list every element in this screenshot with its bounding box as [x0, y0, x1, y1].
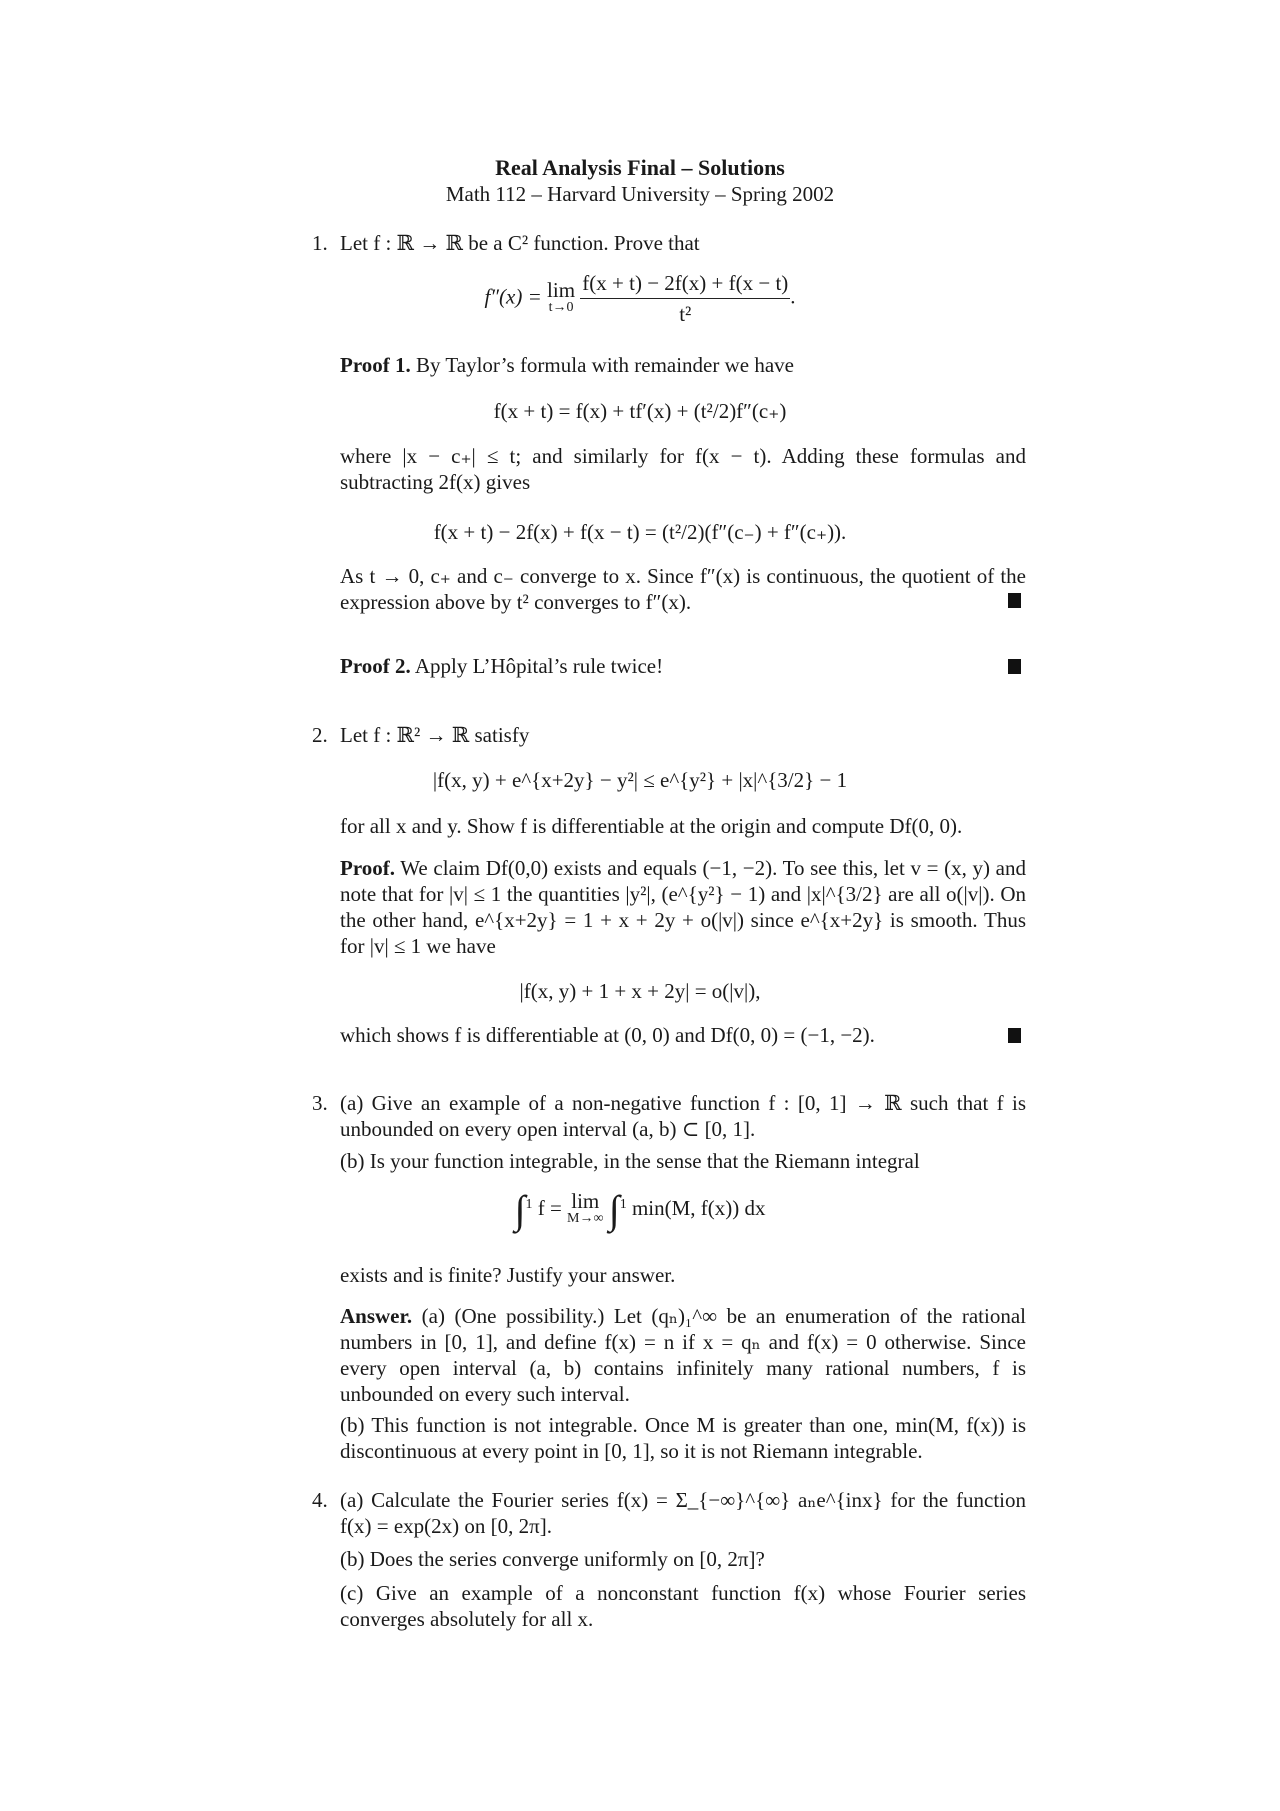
lim-text: lim: [571, 1189, 600, 1213]
eq-lhs: f″(x) =: [484, 284, 548, 309]
problem-2-inequality: |f(x, y) + e^{x+2y} − y²| ≤ e^{y²} + |x|^{3/2} − 1: [432, 768, 848, 792]
proof-1-intro: [340, 352, 1026, 378]
problem-4-number: 4.: [312, 1488, 328, 1512]
eq-tail: .: [790, 284, 796, 309]
limit-operator: [547, 277, 576, 317]
proof-2-text: Apply L’Hôpital’s rule twice!: [414, 654, 664, 678]
upper-limit: 1: [619, 1197, 627, 1212]
problem-1-number: 1.: [312, 231, 328, 255]
answer-label: Answer.: [340, 1304, 413, 1328]
proof-2: [340, 653, 1026, 679]
proof-1-taylor-equation: f(x + t) = f(x) + tf′(x) + (t²/2)f″(c₊): [493, 399, 787, 423]
answer-a-text: (a) (One possibility.) Let (qₙ)₁^∞ be an enumeration of the rational numbers in [0, 1], and define f(x) = n if x = qₙ and f(x) = 0 otherwise. Since every open interval (a, b) contains infinitely many rational numbers, f is unbounded on every such interval.: [340, 1304, 1026, 1406]
limit-operator: [567, 1189, 604, 1228]
integral-sign-icon: ∫: [608, 1187, 620, 1232]
integral-sign-icon: ∫: [514, 1187, 526, 1232]
problem-1-statement: Let f : ℝ → ℝ be a C² function. Prove that: [340, 231, 700, 255]
problem-2-proof-equation: |f(x, y) + 1 + x + 2y| = o(|v|),: [519, 979, 761, 1003]
problem-2-number: 2.: [312, 723, 328, 747]
denominator: t²: [679, 302, 692, 326]
problem-3-integral-equation: [0, 1187, 1280, 1232]
problem-1-display-equation: [0, 270, 1280, 327]
lim-sub: M→∞: [567, 1211, 604, 1226]
problem-3-answer-a: [340, 1303, 1026, 1407]
lim-sub: t→0: [548, 299, 574, 315]
problem-2-proof: [340, 855, 1026, 959]
problem-2-proof-conclusion: which shows f is differentiable at (0, 0) and Df(0, 0) = (−1, −2).: [340, 1023, 875, 1047]
proof-1-label: Proof 1.: [340, 353, 411, 377]
problem-4-part-a: (a) Calculate the Fourier series f(x) = Σ_{−∞}^{∞} aₙe^{inx} for the function f(x) = exp(2x) on [0, 2π].: [340, 1488, 1026, 1538]
qed-box-icon: [1008, 659, 1021, 674]
eq-lhs: f =: [537, 1195, 562, 1220]
problem-3-part-b: (b) Is your function integrable, in the sense that the Riemann integral: [340, 1149, 920, 1173]
problem-3-question-end: exists and is finite? Justify your answer.: [340, 1263, 676, 1287]
document-subtitle: Math 112 – Harvard University – Spring 2002: [445, 182, 835, 206]
proof-1-conclusion: As t → 0, c₊ and c₋ converge to x. Since f″(x) is continuous, the quotient of the expression above by t² converges to f″(x).: [340, 564, 1026, 614]
numerator: f(x + t) − 2f(x) + f(x − t): [580, 270, 790, 299]
lim-text: lim: [547, 277, 576, 302]
fraction: [580, 270, 790, 327]
problem-3-number: 3.: [312, 1091, 328, 1115]
proof-1-sum-equation: f(x + t) − 2f(x) + f(x − t) = (t²/2)(f″(c₋) + f″(c₊)).: [433, 520, 847, 544]
upper-limit: 1: [525, 1197, 533, 1212]
proof-label: Proof.: [340, 856, 396, 880]
problem-2-statement: Let f : ℝ² → ℝ satisfy: [340, 723, 530, 747]
problem-4-part-c: (c) Give an example of a nonconstant function f(x) whose Fourier series converges absolutely for all x.: [340, 1581, 1026, 1631]
proof-1-text: By Taylor’s formula with remainder we have: [416, 353, 794, 377]
document-title: Real Analysis Final – Solutions: [495, 155, 785, 180]
proof-1-paragraph-2: where |x − c₊| ≤ t; and similarly for f(x − t). Adding these formulas and subtracting 2f(x) gives: [340, 444, 1026, 494]
problem-2-task: for all x and y. Show f is differentiable at the origin and compute Df(0, 0).: [340, 814, 963, 838]
eq-rhs: min(M, f(x)) dx: [631, 1195, 766, 1220]
problem-3-answer-b: (b) This function is not integrable. Once M is greater than one, min(M, f(x)) is discontinuous at every point in [0, 1], so it is not Riemann integrable.: [340, 1413, 1026, 1463]
proof-text: We claim Df(0,0) exists and equals (−1, −2). To see this, let v = (x, y) and note that for |v| ≤ 1 the quantities |y²|, (e^{y²} − 1) and |x|^{3/2} are all o(|v|). On the other hand, e^{x+2y} = 1 + x + 2y + o(|v|) since e^{x+2y} is smooth. Thus for |v| ≤ 1 we have: [340, 856, 1026, 958]
proof-2-label: Proof 2.: [340, 654, 411, 678]
problem-4-part-b: (b) Does the series converge uniformly on [0, 2π]?: [340, 1547, 765, 1571]
qed-box-icon: [1008, 1028, 1021, 1043]
qed-box-icon: [1008, 593, 1021, 608]
problem-3-part-a: (a) Give an example of a non-negative function f : [0, 1] → ℝ such that f is unbounded on every open interval (a, b) ⊂ [0, 1].: [340, 1091, 1026, 1141]
